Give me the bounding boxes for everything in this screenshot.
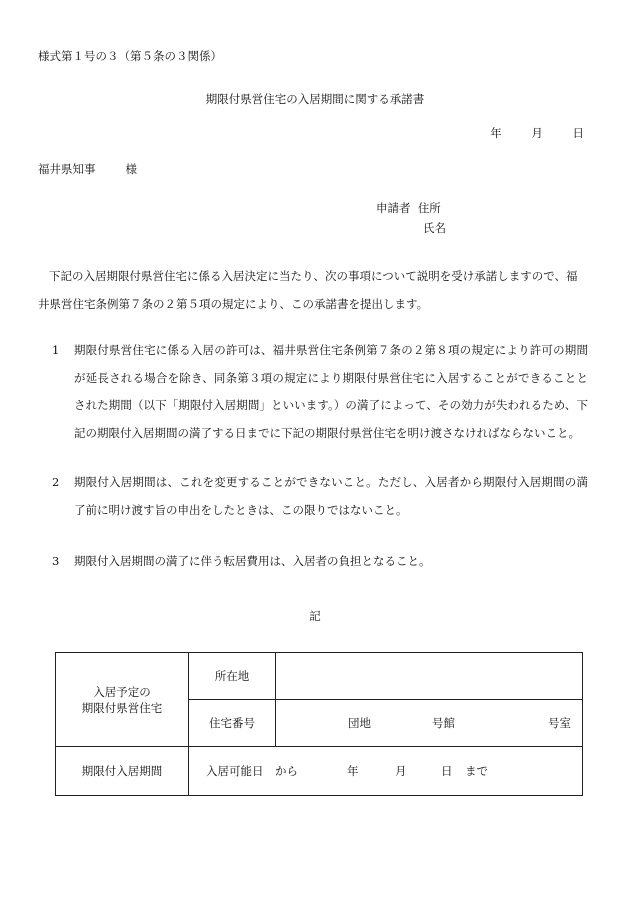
item-1 <box>52 337 588 447</box>
applicant-address-line <box>376 200 441 216</box>
item-3 <box>52 548 588 576</box>
addressee-name: 福井県知事 <box>38 162 96 176</box>
date-day: 日 <box>572 126 584 140</box>
housing-label-line-1: 入居予定の <box>93 684 151 699</box>
intro-paragraph <box>38 262 586 318</box>
addressee-honorific: 様 <box>125 162 137 176</box>
applicant-label: 申請者 <box>376 201 411 215</box>
period-start-label: 入居可能日 から <box>206 764 298 778</box>
date-year: 年 <box>490 126 502 140</box>
danchi-label: 団地 <box>348 716 371 730</box>
housing-number-label: 住宅番号 <box>189 700 276 747</box>
intro-line-1: 下記の入居期限付県営住宅に係る入居決定に当たり、次の事項について説明を受け承諾しますので、福 <box>48 269 578 283</box>
addressee <box>38 161 137 177</box>
housing-number-field[interactable] <box>276 700 583 747</box>
housing-label-cell <box>56 653 189 747</box>
item-text: 期限付入居期間の満了に伴う転居費用は、入居者の負担となること。 <box>74 554 431 568</box>
item-text: 期限付県営住宅に係る入居の許可は、福井県営住宅条例第７条の２第８項の規定により許可の期間が延長される場合を除き、同条第３項の規定により期限付県営住宅に入居することができることとされた期間（以下「期限付入居期間」といいます。）の満了によって、その効力が失われるため、下記の期限付入居期間の満了する日までに下記の期限付県営住宅を明け渡さなければならないこと。 <box>74 343 588 440</box>
goukan-label: 号館 <box>432 716 455 730</box>
housing-label-line-2: 期限付県営住宅 <box>81 700 163 715</box>
period-field[interactable] <box>189 747 583 796</box>
applicant-address-label: 住所 <box>417 201 441 215</box>
period-month-label: 月 <box>395 764 407 778</box>
form-id: 様式第１号の３（第５条の３関係） <box>38 49 222 63</box>
date-line <box>464 125 584 141</box>
ki-heading: 記 <box>309 609 321 623</box>
location-label: 所在地 <box>189 653 276 700</box>
document-title: 期限付県営住宅の入居期間に関する承諾書 <box>205 92 425 106</box>
period-label: 期限付入居期間 <box>56 747 189 796</box>
item-number: 3 <box>52 554 60 568</box>
period-year-label: 年 <box>347 764 359 778</box>
item-text: 期限付入居期間は、これを変更することができないこと。ただし、入居者から期限付入居期間の満了前に明け渡す旨の申出をしたときは、この限りではないこと。 <box>74 475 588 517</box>
housing-info-table <box>55 652 583 796</box>
goushitsu-label: 号室 <box>548 716 571 730</box>
period-until-label: まで <box>465 764 488 778</box>
item-number: 2 <box>52 475 60 489</box>
item-number: 1 <box>52 343 60 357</box>
period-day-label: 日 <box>441 764 453 778</box>
location-value-field[interactable] <box>276 653 583 700</box>
intro-line-2: 井県営住宅条例第７条の２第５項の規定により、この承諾書を提出します。 <box>38 297 429 311</box>
date-month: 月 <box>531 126 543 140</box>
applicant-name-label: 氏名 <box>423 221 446 235</box>
item-2 <box>52 469 588 524</box>
